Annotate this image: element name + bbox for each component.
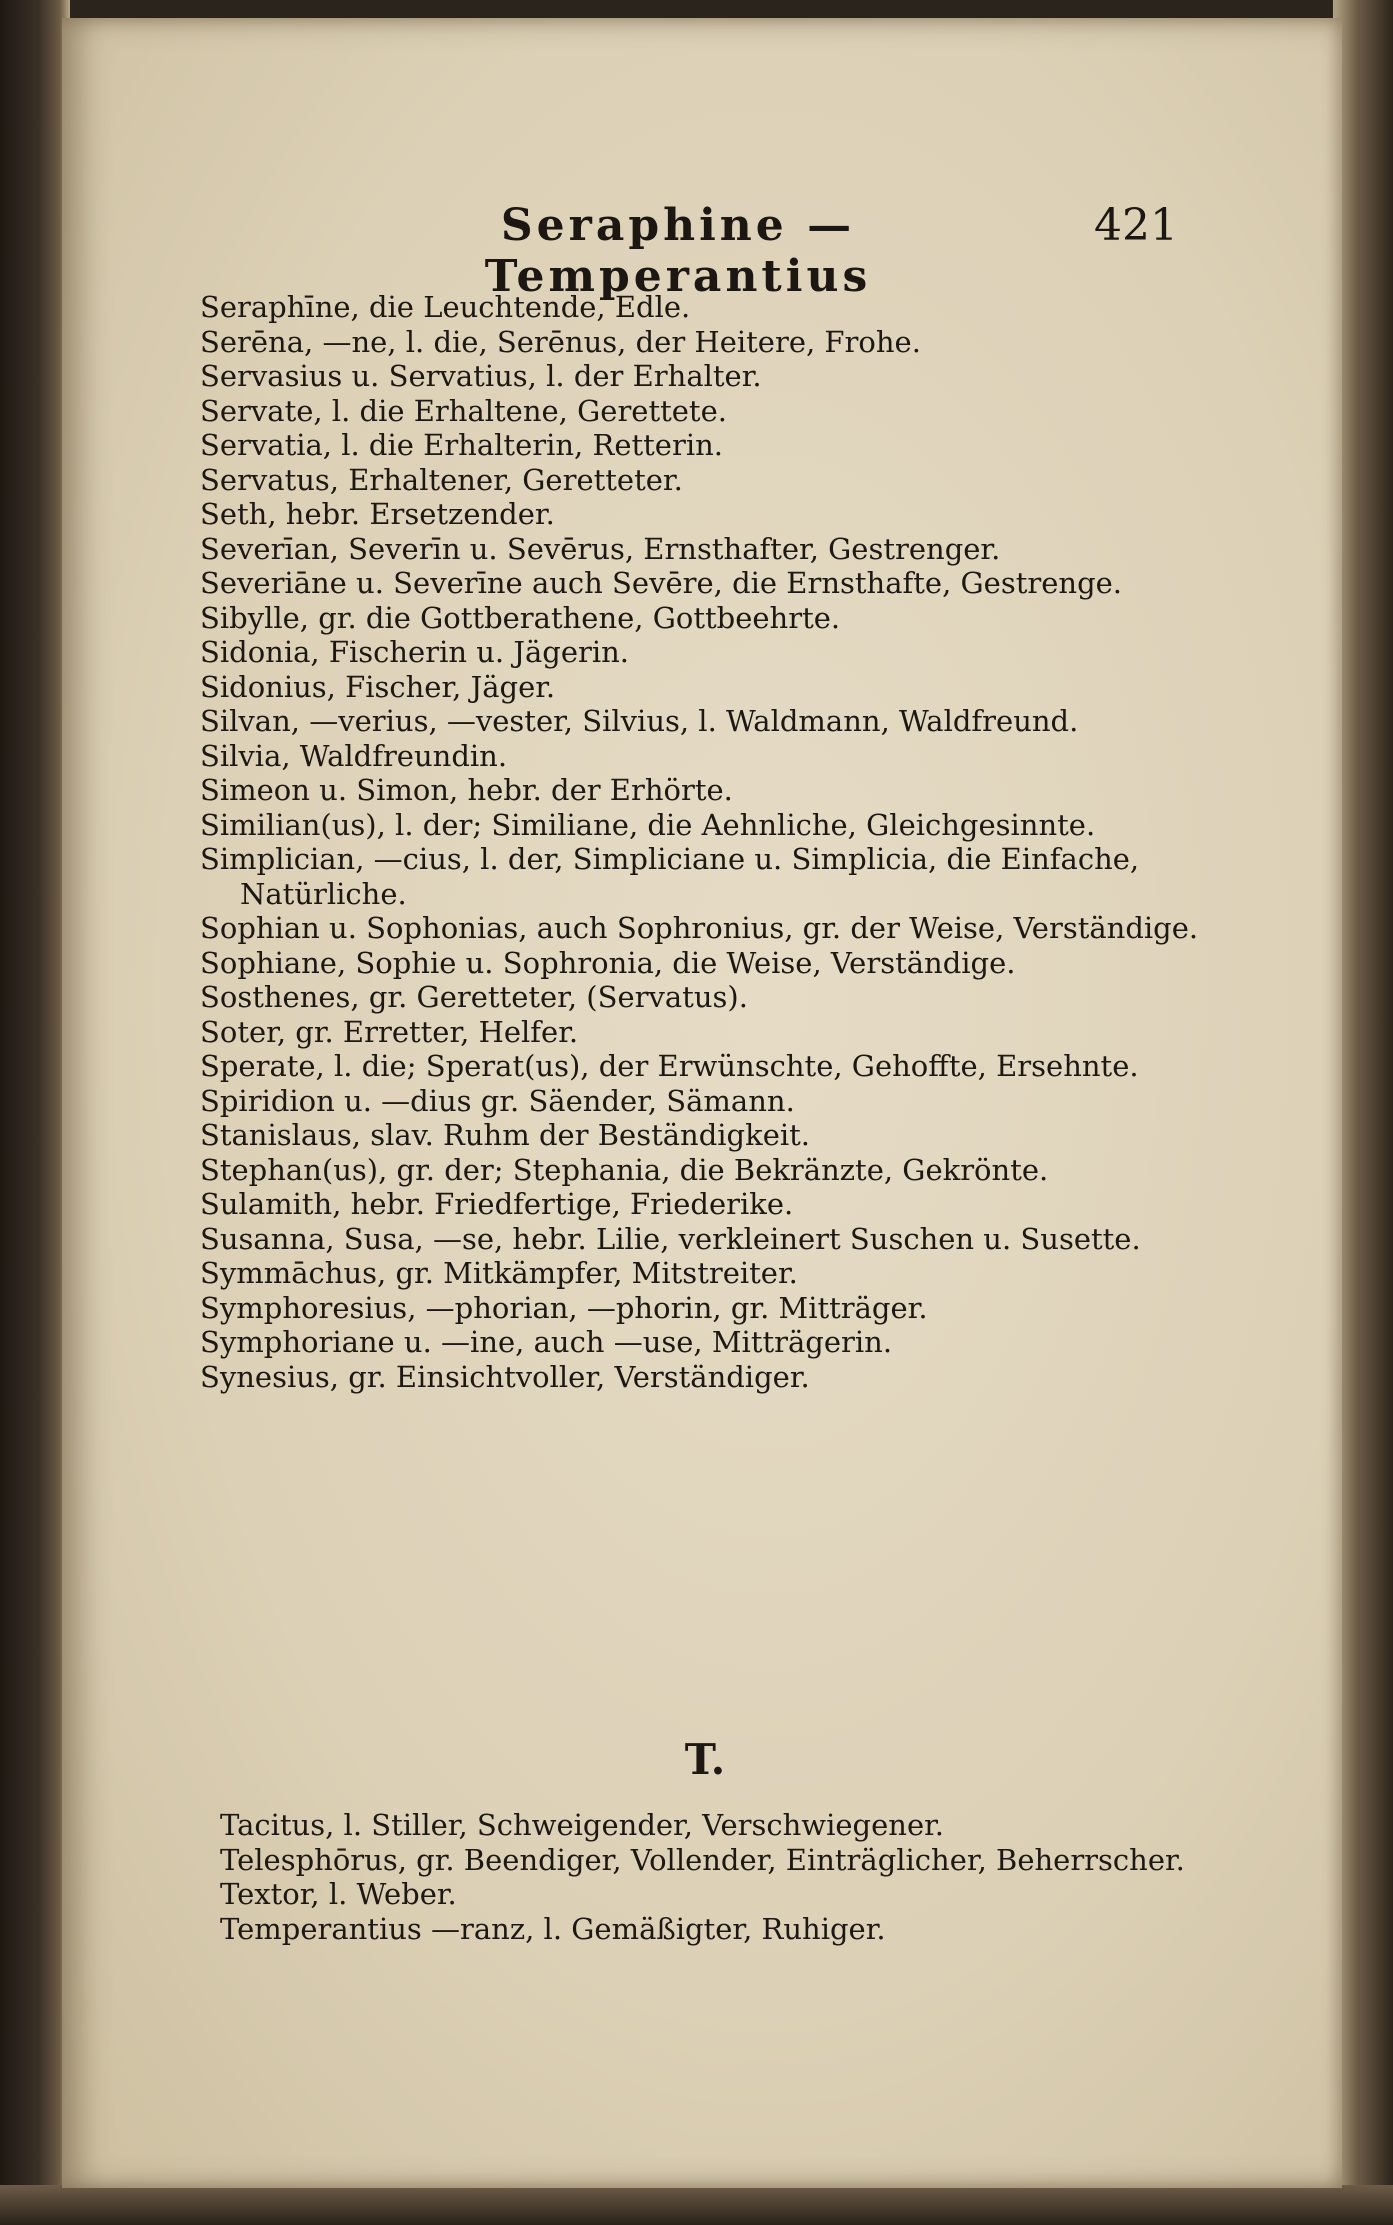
page-header	[258, 200, 1178, 302]
entry: Simplician, —cius, l. der, Simpliciane u. Simplicia, die Einfache, Natürliche.	[200, 842, 1140, 911]
entry: Silvia, Waldfreundin.	[200, 738, 508, 773]
entry: Temperantius —ranz, l. Gemäßigter, Ruhiger.	[220, 1911, 886, 1946]
entry: Stephan(us), gr. der; Stephania, die Bekränzte, Gekrönte.	[200, 1152, 1049, 1187]
entry: Sophian u. Sophonias, auch Sophronius, gr. der Weise, Verständige.	[200, 911, 1199, 945]
entry: Severiāne u. Severīne auch Sevēre, die Ernsthafte, Gestrenge.	[200, 566, 1123, 600]
entry: Severīan, Severīn u. Sevērus, Ernsthafter, Gestrenger.	[200, 531, 1001, 566]
entry: Spiridion u. —dius gr. Säender, Sämann.	[200, 1083, 795, 1118]
entry: Symphoriane u. —ine, auch —use, Mitträgerin.	[200, 1325, 893, 1359]
page-number: 421	[1094, 200, 1178, 251]
entry: Silvan, —verius, —vester, Silvius, l. Waldmann, Waldfreund.	[200, 704, 1079, 738]
entry: Servate, l. die Erhaltene, Gerettete.	[200, 393, 727, 428]
entry: Textor, l. Weber.	[220, 1877, 457, 1911]
book-spine-shadow	[0, 0, 70, 2225]
entry: Soter, gr. Erretter, Helfer.	[200, 1014, 579, 1049]
entry: Telesphōrus, gr. Beendiger, Vollender, Einträglicher, Beherrscher.	[220, 1842, 1185, 1877]
entry: Sosthenes, gr. Geretteter, (Servatus).	[200, 980, 748, 1014]
entry: Servatus, Erhaltener, Geretteter.	[200, 462, 683, 497]
entry: Sperate, l. die; Sperat(us), der Erwünschte, Gehoffte, Ersehnte.	[200, 1049, 1139, 1083]
entry: Synesius, gr. Einsichtvoller, Verständiger.	[200, 1359, 810, 1394]
entry: Sulamith, hebr. Friedfertige, Friederike.	[200, 1187, 794, 1221]
section-heading-t: T.	[684, 1735, 726, 1784]
entry-list	[200, 290, 1210, 1394]
entry: Servasius u. Servatius, l. der Erhalter.	[200, 359, 762, 393]
entry: Stanislaus, slav. Ruhm der Beständigkeit.	[200, 1118, 811, 1152]
entry: Seraphīne, die Leuchtende, Edle.	[200, 290, 691, 324]
entry: Servatia, l. die Erhalterin, Retterin.	[200, 428, 723, 462]
book-bottom-edge	[0, 2185, 1393, 2225]
entry: Symphoresius, —phorian, —phorin, gr. Mitträger.	[200, 1290, 928, 1325]
entry: Sophiane, Sophie u. Sophronia, die Weise, Verständige.	[200, 945, 1016, 980]
entry: Simeon u. Simon, hebr. der Erhörte.	[200, 773, 733, 807]
entry: Tacitus, l. Stiller, Schweigender, Verschwiegener.	[220, 1808, 944, 1842]
book-fore-edge	[1333, 0, 1393, 2225]
entry: Similian(us), l. der; Similiane, die Aehnliche, Gleichgesinnte.	[200, 807, 1096, 842]
entry-list-t	[220, 1808, 1220, 1946]
entry: Sidonia, Fischerin u. Jägerin.	[200, 635, 630, 669]
entry: Seth, hebr. Ersetzender.	[200, 497, 555, 531]
entry: Symmāchus, gr. Mitkämpfer, Mitstreiter.	[200, 1256, 798, 1290]
entry: Susanna, Susa, —se, hebr. Lilie, verkleinert Suschen u. Susette.	[200, 1221, 1141, 1256]
entry: Sibylle, gr. die Gottberathene, Gottbeehrte.	[200, 600, 841, 635]
entry: Serēna, —ne, l. die, Serēnus, der Heitere, Frohe.	[200, 324, 921, 359]
running-title: Seraphine — Temperantius	[484, 200, 872, 302]
entry: Sidonius, Fischer, Jäger.	[200, 669, 556, 704]
